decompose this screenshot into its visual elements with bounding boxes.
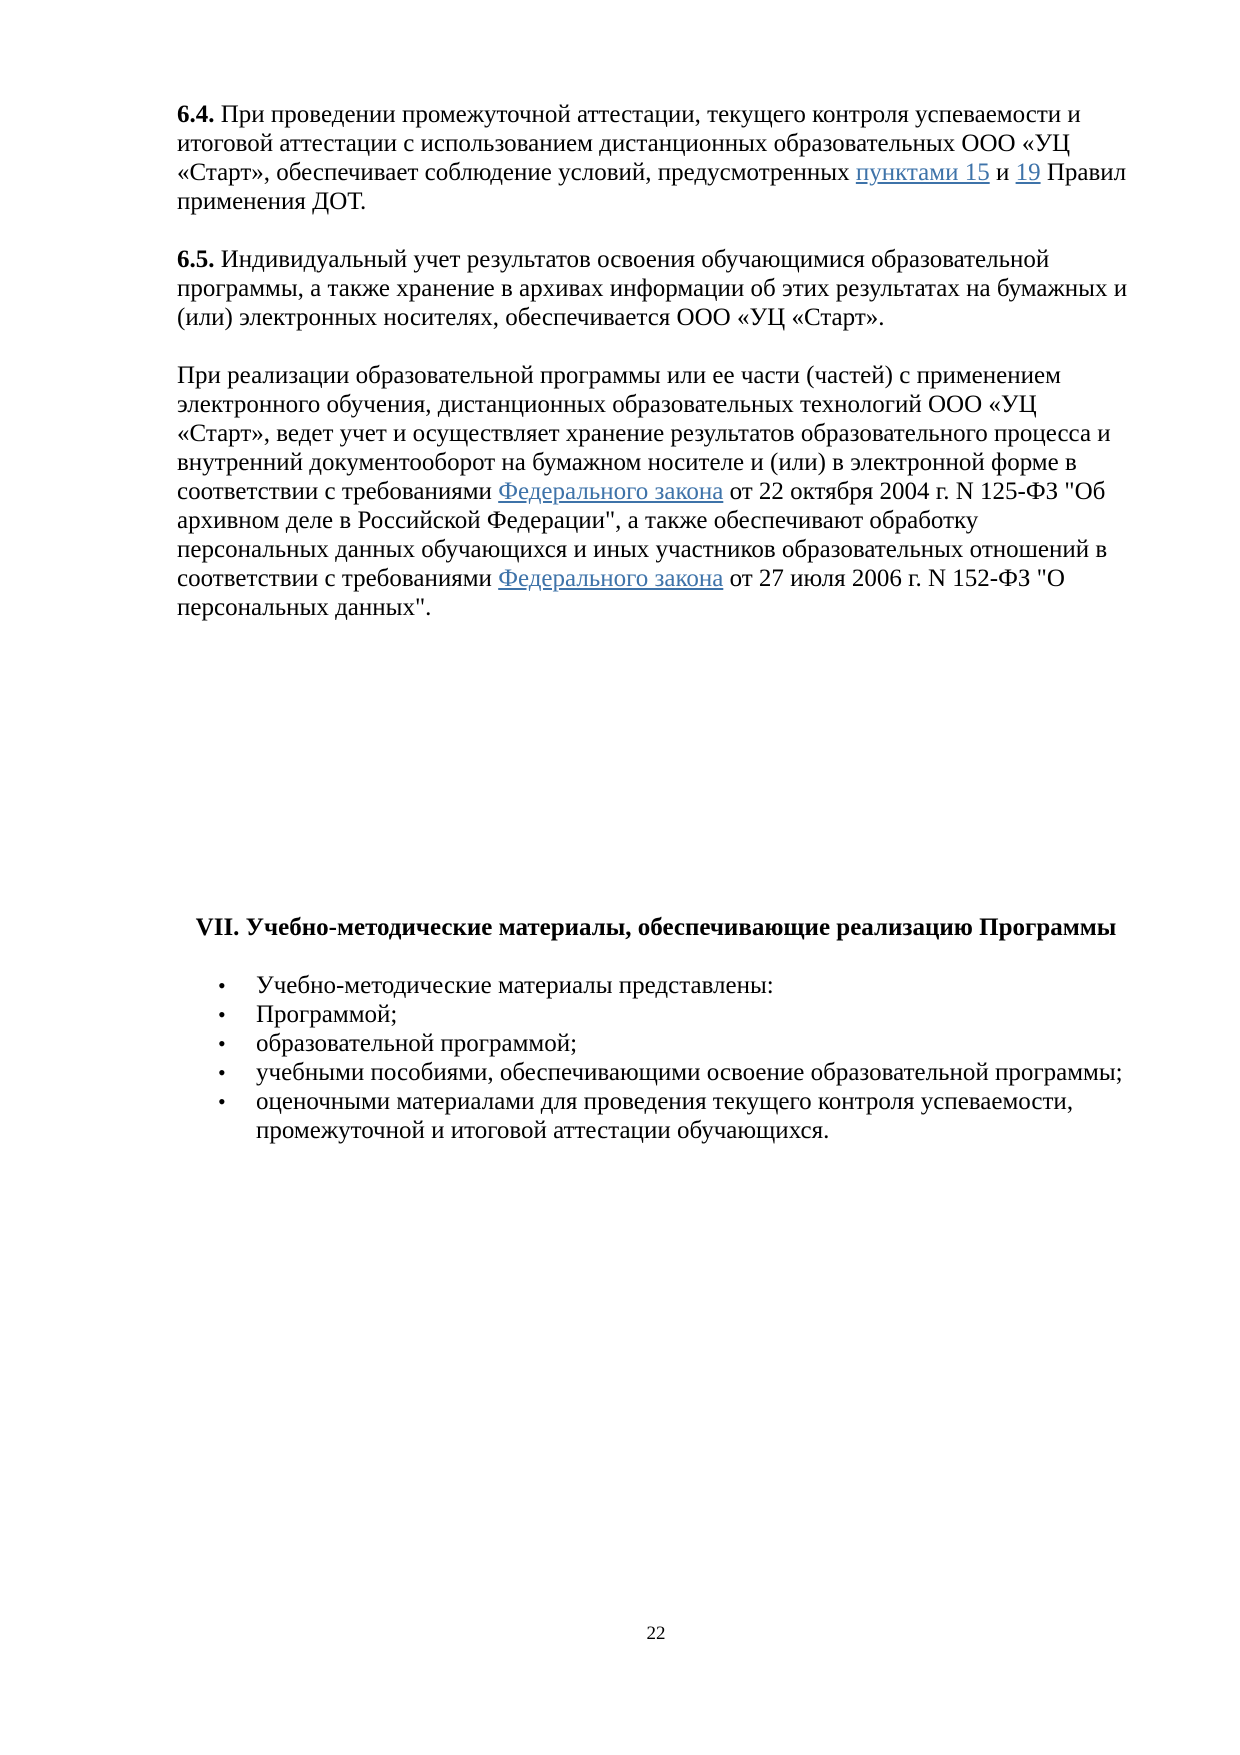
link-federal-law-125-fz[interactable]: Федерального закона xyxy=(498,478,724,505)
bullet-text: учебными пособиями, обеспечивающими освоение образовательной программы; xyxy=(256,1059,1123,1086)
link-federal-law-152-fz[interactable]: Федерального закона xyxy=(498,565,724,592)
paragraphs xyxy=(177,100,1135,622)
bullet-text: Программой; xyxy=(256,1001,398,1028)
text-run: Индивидуальный учет результатов освоения обучающимися образовательной программы, а также хранение в архивах информации об этих результатах на бумажных и (или) электронных носителях, обеспечивается ООО «УЦ «Старт». xyxy=(177,246,1128,331)
bullet-item xyxy=(177,1058,1135,1087)
text-run: и xyxy=(989,159,1016,186)
bullet-text: Учебно-методические материалы представлены: xyxy=(256,972,774,999)
paragraph-6-4 xyxy=(177,100,1135,216)
bullet-list xyxy=(177,971,1135,1145)
bullet-item xyxy=(177,971,1135,1000)
bullet-dot-icon: • xyxy=(218,1002,226,1027)
link-19[interactable]: 19 xyxy=(1015,159,1041,186)
text-run: При реализации образовательной программы или ее части (частей) с применением электронного обучения, дистанционных образовательных технологий ООО «УЦ «Старт», ведет учет и осуществляет хранение результатов образовательного процесса и внутренний документооборот на бумажном носителе и (или) в электронной форме в соответствии с требованиями xyxy=(177,362,1111,505)
link-punktami-15[interactable]: пунктами 15 xyxy=(855,159,990,186)
bullet-text: образовательной программой; xyxy=(256,1030,578,1057)
text-run: от 27 июля 2006 г. N 152-ФЗ "О персональных данных". xyxy=(177,565,1065,621)
clause-number: 6.5. xyxy=(177,246,215,273)
bullet-item xyxy=(177,1029,1135,1058)
vertical-spacer xyxy=(177,651,1135,913)
bullet-dot-icon: • xyxy=(218,973,226,998)
text-run: Правил применения ДОТ. xyxy=(177,159,1127,215)
bullet-text: оценочными материалами для проведения текущего контроля успеваемости, промежуточной и итоговой аттестации обучающихся. xyxy=(256,1088,1074,1144)
text-run: При проведении промежуточной аттестации, текущего контроля успеваемости и итоговой аттестации с использованием дистанционных образовательных ООО «УЦ «Старт», обеспечивает соблюдение условий, предусмотренных xyxy=(177,101,1081,186)
text-run: от 22 октября 2004 г. N 125-ФЗ "Об архивном деле в Российской Федерации", а также обеспечивают обработку персональных данных обучающихся и иных участников образовательных отношений в соответствии с требованиями xyxy=(177,478,1108,592)
section-heading: VII. Учебно-методические материалы, обеспечивающие реализацию Программы xyxy=(195,914,1117,941)
bullet-item xyxy=(177,1000,1135,1029)
paragraph-archive-law xyxy=(177,361,1135,622)
page-number: 22 xyxy=(646,1623,666,1644)
clause-number: 6.4. xyxy=(177,101,215,128)
paragraph-6-5 xyxy=(177,245,1135,332)
bullet-dot-icon: • xyxy=(218,1031,226,1056)
bullet-dot-icon: • xyxy=(218,1060,226,1085)
bullet-dot-icon: • xyxy=(218,1089,226,1114)
bullet-item xyxy=(177,1087,1135,1145)
document-content xyxy=(177,100,1135,1145)
